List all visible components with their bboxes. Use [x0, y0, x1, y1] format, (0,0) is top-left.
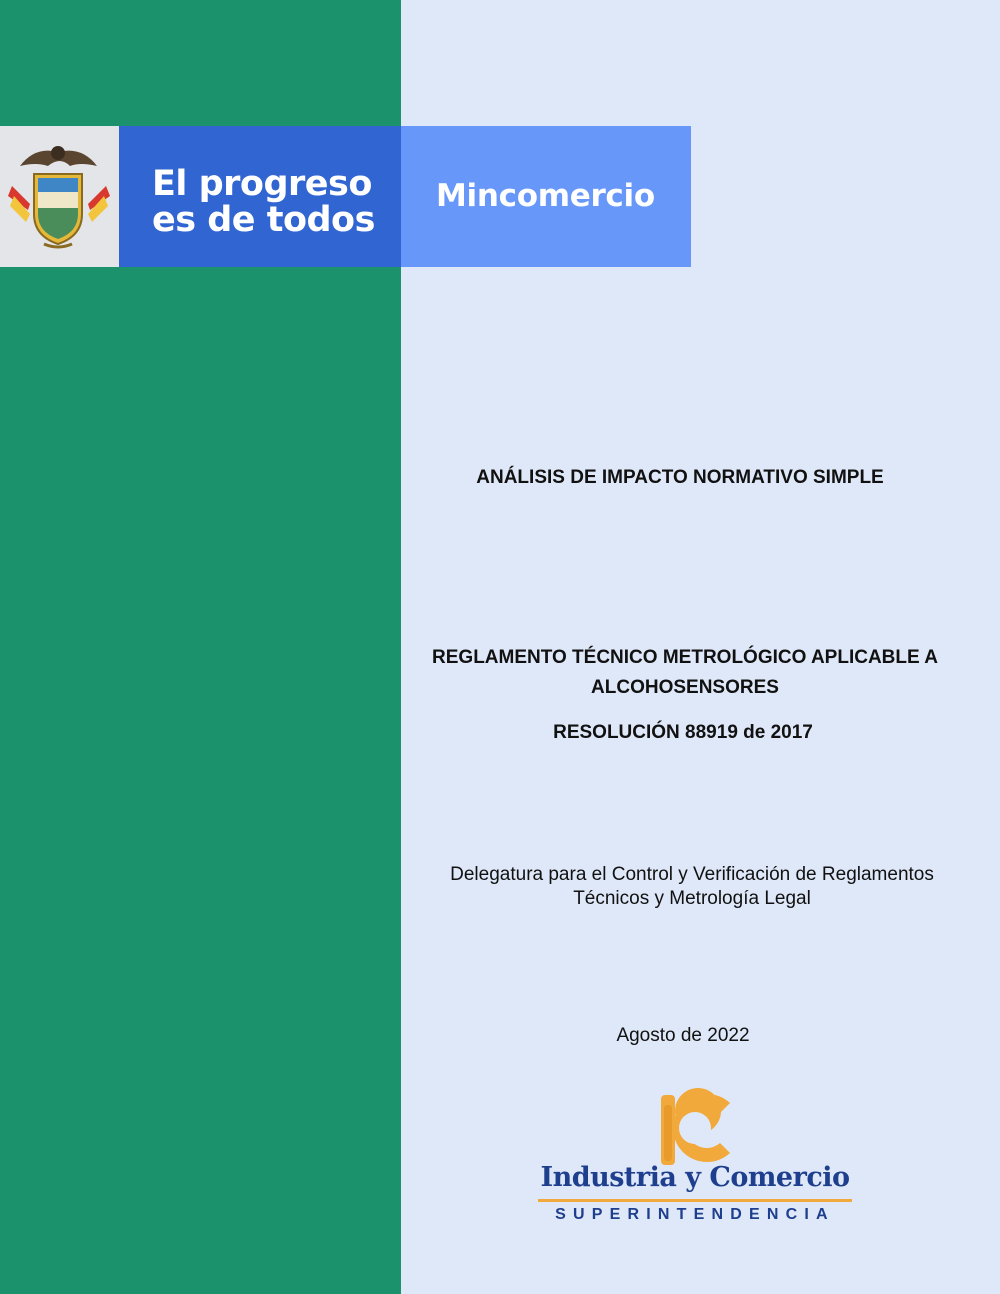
slogan-line-2: es de todos — [152, 200, 375, 240]
document-type: ANÁLISIS DE IMPACTO NORMATIVO SIMPLE — [476, 467, 884, 488]
delegatura — [420, 863, 964, 911]
resolution-number: RESOLUCIÓN 88919 de 2017 — [553, 722, 813, 743]
document-title-line-1: REGLAMENTO TÉCNICO METROLÓGICO APLICABLE A — [432, 647, 938, 668]
document-title — [420, 643, 950, 703]
coat-of-arms-box — [0, 126, 119, 267]
sic-logo-name: Industria y Comercio — [540, 1162, 850, 1193]
delegatura-line-1: Delegatura para el Control y Verificación de Reglamentos — [450, 864, 934, 885]
delegatura-line-2: Técnicos y Metrología Legal — [573, 888, 811, 909]
slogan-text — [152, 166, 375, 238]
coat-of-arms-icon — [0, 126, 119, 267]
sic-logo-divider — [538, 1199, 852, 1202]
slogan-line-1: El progreso — [152, 164, 372, 204]
sic-logo-subtitle: SUPERINTENDENCIA — [555, 1206, 835, 1223]
ministry-name: Mincomercio — [436, 178, 655, 214]
document-title-line-2: ALCOHOSENSORES — [591, 677, 779, 698]
document-date: Agosto de 2022 — [616, 1025, 750, 1046]
